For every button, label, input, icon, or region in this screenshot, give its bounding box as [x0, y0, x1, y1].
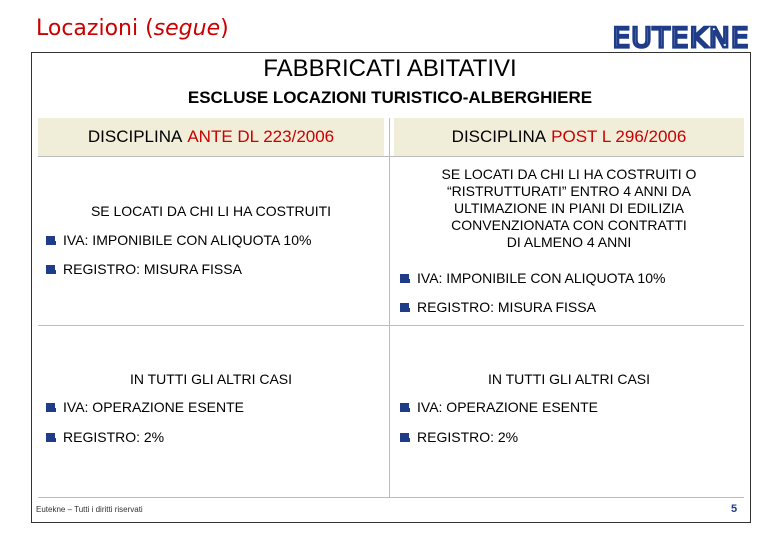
row2-right-condition: IN TUTTI GLI ALTRI CASI: [487, 371, 651, 387]
row1-right-bullet-registro: [400, 299, 596, 315]
header-divider: [38, 156, 744, 157]
page-subheading: ESCLUSE LOCAZIONI TURISTICO-ALBERGHIERE: [187, 88, 593, 107]
footer-copyright: Eutekne – Tutti i diritti riservati: [36, 505, 143, 514]
bullet-text: IVA: OPERAZIONE ESENTE: [417, 399, 599, 415]
bullet-text: REGISTRO: MISURA FISSA: [417, 299, 596, 315]
bullet-text: IVA: IMPONIBILE CON ALIQUOTA 10%: [63, 232, 312, 248]
page-number: 5: [731, 503, 738, 515]
bullet-icon: [400, 303, 409, 312]
logo-graphic: [612, 22, 750, 52]
bullet-icon: [46, 236, 55, 245]
bullet-text: IVA: OPERAZIONE ESENTE: [63, 399, 245, 415]
row2-left-condition: IN TUTTI GLI ALTRI CASI: [129, 371, 293, 387]
bullet-icon: [400, 433, 409, 442]
column-header-post-highlight: POST L 296/2006: [551, 127, 687, 146]
bullet-icon: [46, 265, 55, 274]
bullet-icon: [46, 433, 55, 442]
condition-line: SE LOCATI DA CHI LI HA COSTRUITI O: [441, 166, 697, 182]
column-header-ante-highlight: ANTE DL 223/2006: [187, 127, 335, 146]
bullet-text: REGISTRO: 2%: [417, 429, 519, 445]
condition-line: DI ALMENO 4 ANNI: [506, 234, 632, 250]
logo-lettering: EUTEKNE: [612, 22, 750, 52]
bullet-text: REGISTRO: 2%: [63, 429, 165, 445]
condition-line: ULTIMAZIONE IN PIANI DI EDILIZIA: [454, 200, 684, 216]
row1-left-condition: SE LOCATI DA CHI LI HA COSTRUITI: [90, 203, 332, 219]
condition-line: “RISTRUTTURATI” ENTRO 4 ANNI DA: [447, 183, 691, 199]
page-heading: FABBRICATI ABITATIVI: [263, 55, 517, 82]
row2-right-bullet-iva: [400, 399, 598, 415]
column-header-ante-prefix: DISCIPLINA: [87, 127, 183, 146]
row1-left-bullet-iva: [46, 232, 311, 248]
title-italic: segue: [153, 16, 221, 41]
bullet-text: IVA: IMPONIBILE CON ALIQUOTA 10%: [417, 270, 666, 286]
row2-right-bullet-registro: [400, 429, 518, 445]
row2-left-bullet-registro: [46, 429, 164, 445]
column-header-post-prefix: DISCIPLINA: [451, 127, 547, 146]
slide-title: Locazioni (segue): [36, 16, 229, 41]
column-header-ante: [38, 118, 384, 156]
bullet-icon: [46, 403, 55, 412]
eutekne-logo: [612, 22, 750, 52]
bullet-text: REGISTRO: MISURA FISSA: [63, 261, 242, 277]
row1-left-bullet-registro: [46, 261, 242, 277]
row-divider: [38, 325, 744, 326]
column-divider: [389, 118, 390, 498]
condition-line: CONVENZIONATA CON CONTRATTI: [451, 217, 687, 233]
bullet-icon: [400, 403, 409, 412]
row1-right-condition: [394, 166, 744, 251]
row2-left-bullet-iva: [46, 399, 244, 415]
column-header-post: [394, 118, 744, 156]
title-main: Locazioni: [36, 16, 139, 41]
row1-right-bullet-iva: [400, 270, 665, 286]
bullet-icon: [400, 274, 409, 283]
table-bottom-line: [38, 497, 744, 498]
